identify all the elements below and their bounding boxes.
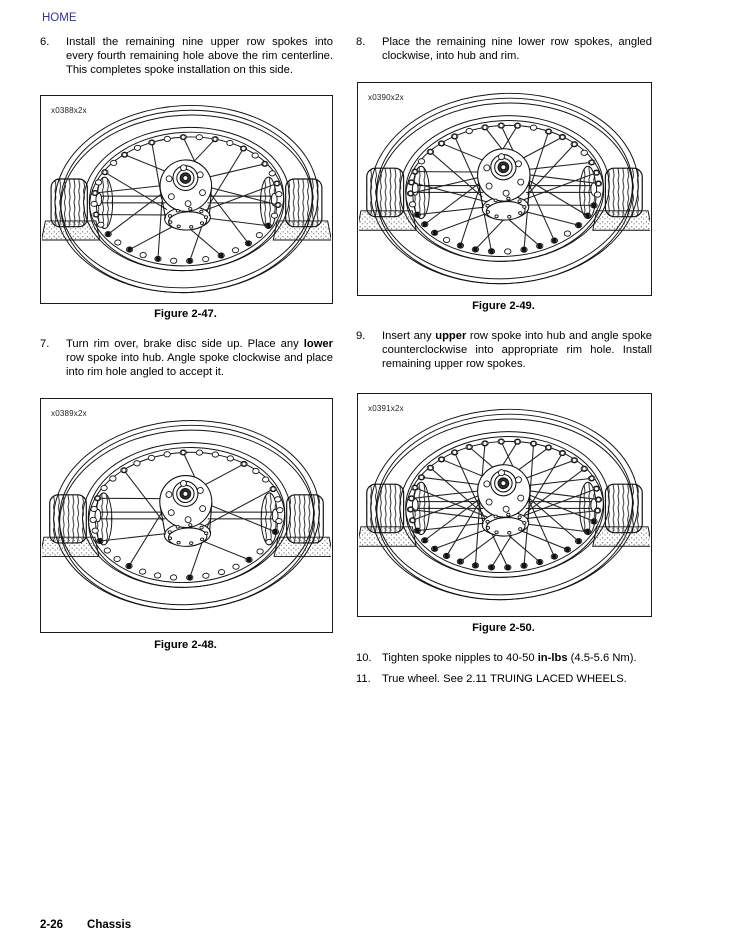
step-11 <box>356 672 656 686</box>
wheel-illustration-2-49 <box>359 84 650 294</box>
step-8-number: 8. <box>356 36 366 48</box>
step-8-text: Place the remaining nine lower row spokes, angled clockwise, into hub and rim. <box>382 36 652 62</box>
step-10 <box>356 651 656 665</box>
figure-2-50-ref-code: x0391x2x <box>368 404 404 413</box>
step-6-number: 6. <box>40 36 50 48</box>
step-7-number: 7. <box>40 338 50 350</box>
wheel-illustration-2-48 <box>42 400 331 631</box>
figure-2-49 <box>357 82 652 296</box>
figure-2-50 <box>357 393 652 617</box>
figure-2-47-ref-code: x0388x2x <box>51 106 87 115</box>
step-10-number: 10. <box>356 652 372 664</box>
wheel-illustration-2-47 <box>42 97 331 302</box>
figure-2-47 <box>40 95 333 304</box>
step-8 <box>356 35 652 63</box>
step-11-text: True wheel. See 2.11 TRUING LACED WHEELS. <box>382 673 627 685</box>
figure-2-49-ref-code: x0390x2x <box>368 93 404 102</box>
step-9 <box>356 329 652 371</box>
step-7-text: Turn rim over, brake disc side up. Place any lower row spoke into hub. Angle spoke clockwise and place into rim hole angled to accept it. <box>66 338 333 378</box>
home-link[interactable]: HOME <box>42 12 77 24</box>
step-6 <box>40 35 333 77</box>
step-10-text: Tighten spoke nipples to 40-50 in-lbs (4.5-5.6 Nm). <box>382 652 637 664</box>
step-9-number: 9. <box>356 330 366 342</box>
figure-2-50-caption: Figure 2-50. <box>472 622 535 634</box>
figure-2-48 <box>40 398 333 633</box>
figure-2-48-caption: Figure 2-48. <box>154 639 217 651</box>
step-11-number: 11. <box>356 673 371 685</box>
page-footer <box>40 919 131 931</box>
figure-2-49-caption: Figure 2-49. <box>472 300 535 312</box>
step-7 <box>40 337 333 379</box>
footer-page-number: 2-26 <box>40 919 64 931</box>
footer-chapter: Chassis <box>87 919 132 931</box>
step-9-text: Insert any upper row spoke into hub and angle spoke counterclockwise into appropriate rim hole. Install remaining upper row spokes. <box>382 330 653 370</box>
figure-2-48-ref-code: x0389x2x <box>51 409 87 418</box>
step-6-text: Install the remaining nine upper row spokes into every fourth remaining hole above the rim centerline. This completes spoke installation on this side. <box>66 36 333 76</box>
wheel-illustration-2-50 <box>359 395 650 615</box>
figure-2-47-caption: Figure 2-47. <box>154 308 217 320</box>
